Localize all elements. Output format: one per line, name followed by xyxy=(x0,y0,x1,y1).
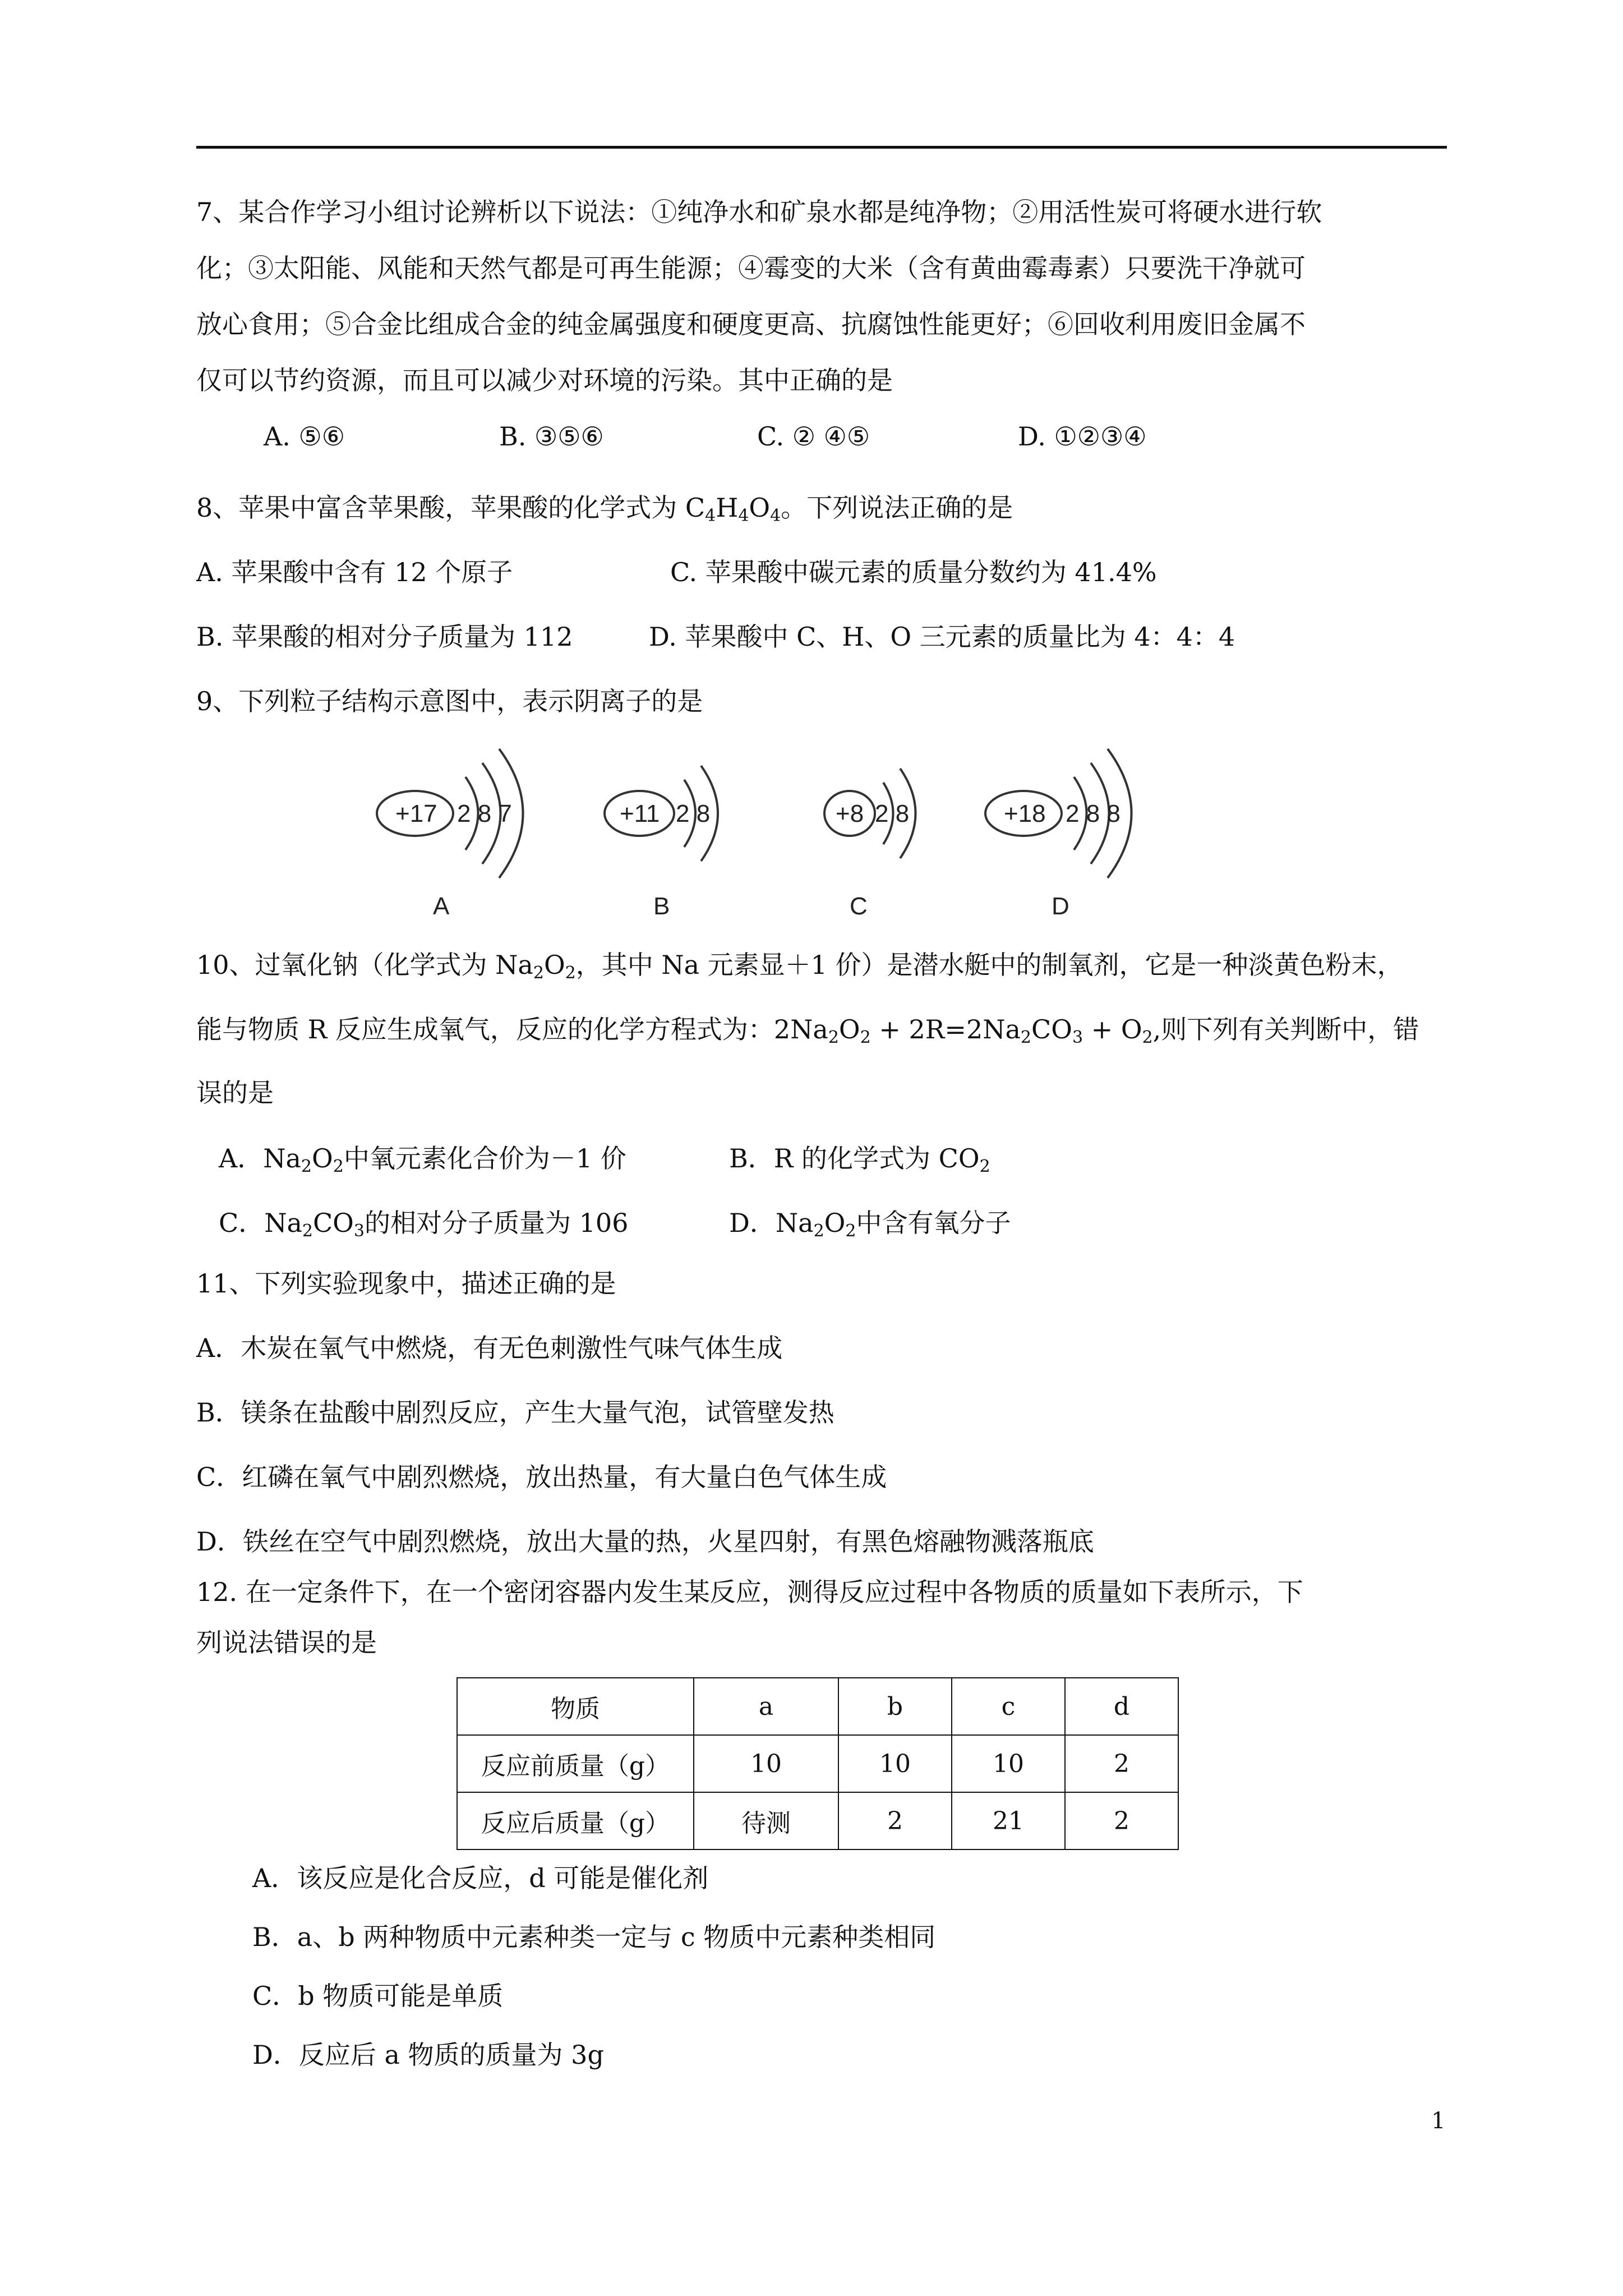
q11-option-b: B．镁条在盐酸中剧烈反应，产生大量气泡，试管壁发热 xyxy=(196,1397,834,1428)
table-header-cell: c xyxy=(952,1678,1065,1735)
q12-line-2: 列说法错误的是 xyxy=(196,1627,377,1658)
q8-stem: 8、苹果中富含苹果酸，苹果酸的化学式为 $C_4H_4O_4$。下列说法正确的是 xyxy=(196,493,1013,526)
q7-option-d: D. ①②③④ xyxy=(1018,421,1147,452)
table-header-cell: d xyxy=(1065,1678,1178,1735)
q12-option-d: D．反应后 a 物质的质量为 3g xyxy=(252,2040,604,2070)
table-cell: 2 xyxy=(838,1792,952,1849)
particle-c-shells: 2 8 xyxy=(875,800,910,827)
q10-line-3: 误的是 xyxy=(196,1078,274,1108)
table-header-cell: a xyxy=(694,1678,838,1735)
table-row xyxy=(457,1678,1178,1735)
q11-stem: 11、下列实验现象中，描述正确的是 xyxy=(196,1268,616,1299)
table-cell: 反应后质量（g） xyxy=(457,1792,694,1849)
particle-b-shells: 2 8 xyxy=(676,800,711,827)
particle-b-label: B xyxy=(653,892,670,920)
q10-option-a: A．$Na_2O_2$中氧元素化合价为－1 价 xyxy=(219,1143,626,1176)
table-cell: 10 xyxy=(694,1735,838,1792)
particle-d-shells: 2 8 8 xyxy=(1066,800,1121,827)
particle-a-shells: 2 8 7 xyxy=(457,800,512,827)
q10-option-b: B．R 的化学式为 $CO_2$ xyxy=(729,1143,990,1176)
table-cell: 待测 xyxy=(694,1792,838,1849)
q7-line-1: 7、某合作学习小组讨论辨析以下说法：①纯净水和矿泉水都是纯净物；②用活性炭可将硬水进行软 xyxy=(196,197,1322,227)
q10-option-d: D．$Na_2O_2$中含有氧分子 xyxy=(729,1208,1011,1241)
page-number: 1 xyxy=(1431,2108,1446,2134)
particle-d-nucleus: +18 xyxy=(1004,800,1046,827)
q12-option-c: C．b 物质可能是单质 xyxy=(252,1981,504,2011)
q7-line-2: 化；③太阳能、风能和天然气都是可再生能源；④霉变的大米（含有黄曲霉毒素）只要洗干净就可 xyxy=(196,253,1306,283)
mass-table xyxy=(457,1677,1179,1850)
particle-c-nucleus: +8 xyxy=(836,800,864,827)
table-cell: 21 xyxy=(952,1792,1065,1849)
q8-option-d: D. 苹果酸中 C、H、O 三元素的质量比为 4：4：4 xyxy=(649,622,1235,652)
table-cell: 10 xyxy=(952,1735,1065,1792)
particle-structure-diagrams xyxy=(370,743,1178,928)
particle-a-label: A xyxy=(433,892,450,920)
table-cell: 2 xyxy=(1065,1792,1178,1849)
q11-option-d: D．铁丝在空气中剧烈燃烧，放出大量的热，火星四射，有黑色熔融物溅落瓶底 xyxy=(196,1526,1094,1557)
particle-b-nucleus: +11 xyxy=(620,800,660,827)
q7-line-3: 放心食用；⑤合金比组成合金的纯金属强度和硬度更高、抗腐蚀性能更好；⑥回收利用废旧金属不 xyxy=(196,309,1306,339)
particle-a-nucleus: +17 xyxy=(395,800,437,827)
q11-option-c: C．红磷在氧气中剧烈燃烧，放出热量，有大量白色气体生成 xyxy=(196,1462,887,1492)
header-rule xyxy=(196,146,1447,149)
table-row xyxy=(457,1735,1178,1792)
q10-line-1: 10、过氧化钠（化学式为 $Na_2O_2$，其中 Na 元素显＋1 价）是潜水艇中的制氧剂，它是一种淡黄色粉末， xyxy=(196,950,1403,983)
table-cell: 10 xyxy=(838,1735,952,1792)
q7-option-b: B. ③⑤⑥ xyxy=(499,421,604,452)
q7-option-c: C. ② ④⑤ xyxy=(757,421,870,452)
table-row xyxy=(457,1792,1178,1849)
table-header-cell: b xyxy=(838,1678,952,1735)
q12-line-1: 12. 在一定条件下，在一个密闭容器内发生某反应，测得反应过程中各物质的质量如下表所示，下 xyxy=(196,1577,1303,1607)
q9-stem: 9、下列粒子结构示意图中，表示阴离子的是 xyxy=(196,686,703,716)
particle-d-label: D xyxy=(1052,892,1069,920)
table-cell: 2 xyxy=(1065,1735,1178,1792)
q8-option-c: C. 苹果酸中碳元素的质量分数约为 41.4% xyxy=(670,557,1157,587)
table-cell: 反应前质量（g） xyxy=(457,1735,694,1792)
q12-option-a: A．该反应是化合反应，d 可能是催化剂 xyxy=(252,1863,709,1893)
table-header-cell: 物质 xyxy=(457,1678,694,1735)
q7-line-4: 仅可以节约资源，而且可以减少对环境的污染。其中正确的是 xyxy=(196,365,893,395)
q12-option-b: B．a、b 两种物质中元素种类一定与 c 物质中元素种类相同 xyxy=(252,1922,936,1952)
q7-option-a: A. ⑤⑥ xyxy=(264,421,345,452)
q8-option-a: A. 苹果酸中含有 12 个原子 xyxy=(196,557,513,587)
q8-option-b: B. 苹果酸的相对分子质量为 112 xyxy=(196,622,573,652)
q10-option-c: C．$Na_2CO_3$的相对分子质量为 106 xyxy=(219,1208,629,1241)
particle-c-label: C xyxy=(850,892,868,920)
q10-line-2: 能与物质 R 反应生成氧气，反应的化学方程式为：$2Na_2O_2 + 2R=2Na_2CO_3 + O_2$,则下列有关判断中，错 xyxy=(196,1014,1419,1047)
q11-option-a: A．木炭在氧气中燃烧，有无色刺激性气味气体生成 xyxy=(196,1333,783,1363)
